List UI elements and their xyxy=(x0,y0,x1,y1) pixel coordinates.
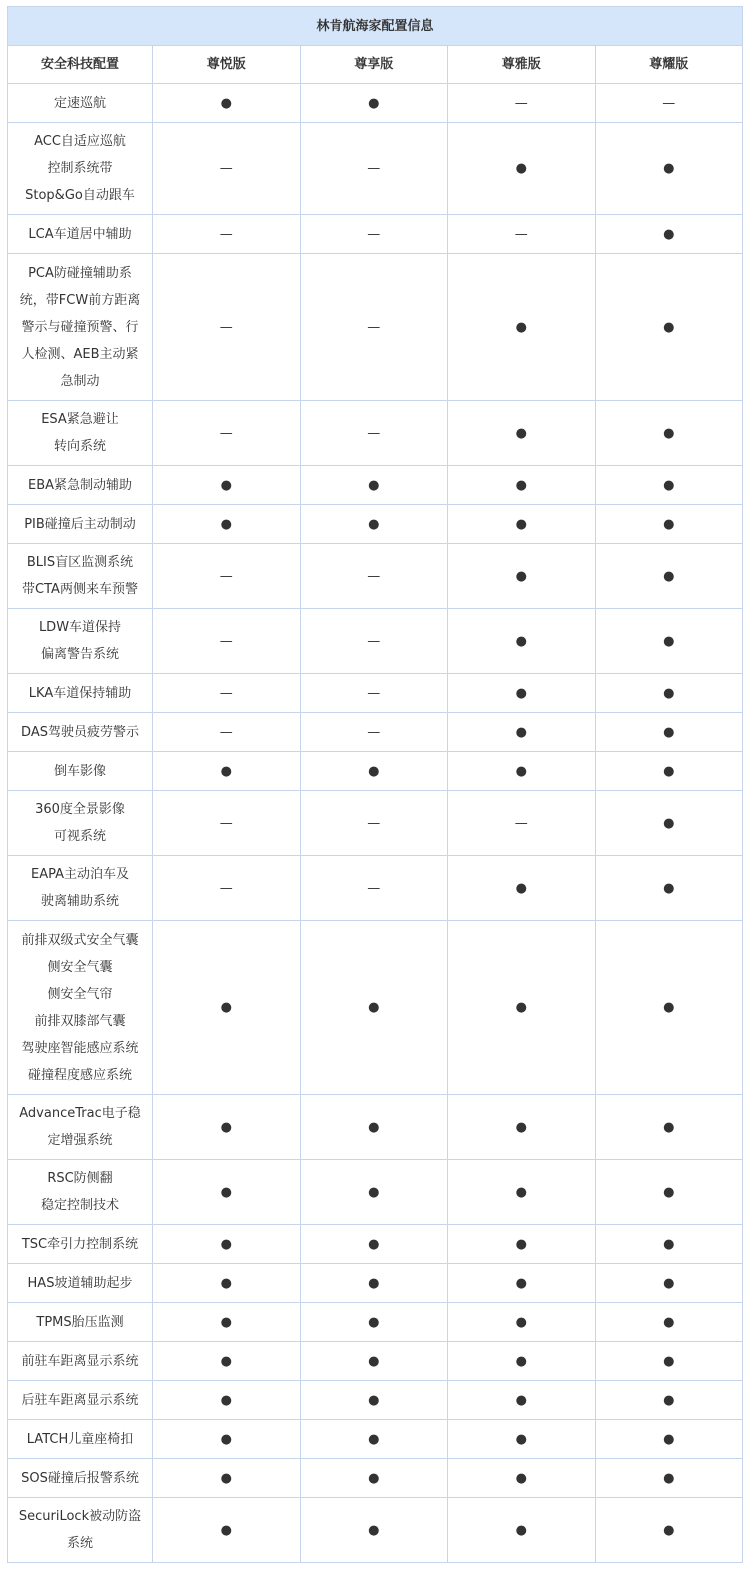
table-row xyxy=(8,123,743,215)
standard-mark: ● xyxy=(448,609,596,674)
standard-mark: ● xyxy=(595,1095,743,1160)
standard-mark: ● xyxy=(595,1498,743,1563)
standard-mark: ● xyxy=(595,674,743,713)
table-row xyxy=(8,84,743,123)
header-trim-1: 尊悦版 xyxy=(153,46,301,84)
standard-mark: ● xyxy=(448,1459,596,1498)
feature-cell: HAS坡道辅助起步 xyxy=(8,1264,153,1303)
table-row xyxy=(8,856,743,921)
standard-mark: ● xyxy=(300,1225,448,1264)
standard-mark: ● xyxy=(300,466,448,505)
not-available-mark: — xyxy=(300,674,448,713)
feature-cell: SecuriLock被动防盗 系统 xyxy=(8,1498,153,1563)
standard-mark: ● xyxy=(595,713,743,752)
standard-mark: ● xyxy=(595,1342,743,1381)
standard-mark: ● xyxy=(448,1225,596,1264)
standard-mark: ● xyxy=(595,1160,743,1225)
standard-mark: ● xyxy=(153,752,301,791)
not-available-mark: — xyxy=(153,609,301,674)
standard-mark: ● xyxy=(595,1264,743,1303)
table-row xyxy=(8,1342,743,1381)
table-row xyxy=(8,752,743,791)
not-available-mark: — xyxy=(153,215,301,254)
standard-mark: ● xyxy=(300,1160,448,1225)
standard-mark: ● xyxy=(153,1095,301,1160)
not-available-mark: — xyxy=(300,254,448,401)
table-row xyxy=(8,1095,743,1160)
standard-mark: ● xyxy=(448,505,596,544)
table-row xyxy=(8,1303,743,1342)
standard-mark: ● xyxy=(595,609,743,674)
table-header-row xyxy=(8,46,743,84)
feature-cell: 定速巡航 xyxy=(8,84,153,123)
not-available-mark: — xyxy=(448,791,596,856)
table-row xyxy=(8,215,743,254)
feature-cell: 360度全景影像 可视系统 xyxy=(8,791,153,856)
feature-cell: 前排双级式安全气囊 侧安全气囊 侧安全气帘 前排双膝部气囊 驾驶座智能感应系统 碰撞程度感应系统 xyxy=(8,921,153,1095)
table-row xyxy=(8,1160,743,1225)
standard-mark: ● xyxy=(595,123,743,215)
header-trim-4: 尊耀版 xyxy=(595,46,743,84)
feature-cell: ESA紧急避让 转向系统 xyxy=(8,401,153,466)
standard-mark: ● xyxy=(448,544,596,609)
not-available-mark: — xyxy=(300,791,448,856)
standard-mark: ● xyxy=(153,1225,301,1264)
not-available-mark: — xyxy=(300,215,448,254)
standard-mark: ● xyxy=(448,1095,596,1160)
table-row xyxy=(8,713,743,752)
not-available-mark: — xyxy=(153,713,301,752)
standard-mark: ● xyxy=(595,215,743,254)
standard-mark: ● xyxy=(595,1225,743,1264)
table-row xyxy=(8,1498,743,1563)
config-table xyxy=(7,6,743,1563)
standard-mark: ● xyxy=(153,1342,301,1381)
not-available-mark: — xyxy=(300,544,448,609)
standard-mark: ● xyxy=(448,254,596,401)
table-row xyxy=(8,254,743,401)
standard-mark: ● xyxy=(448,401,596,466)
feature-cell: SOS碰撞后报警系统 xyxy=(8,1459,153,1498)
feature-cell: LCA车道居中辅助 xyxy=(8,215,153,254)
table-row xyxy=(8,674,743,713)
standard-mark: ● xyxy=(595,254,743,401)
feature-cell: PIB碰撞后主动制动 xyxy=(8,505,153,544)
table-body xyxy=(8,84,743,1563)
standard-mark: ● xyxy=(448,921,596,1095)
standard-mark: ● xyxy=(595,505,743,544)
standard-mark: ● xyxy=(300,84,448,123)
feature-cell: PCA防碰撞辅助系 统，带FCW前方距离 警示与碰撞预警、行 人检测、AEB主动紧 急制动 xyxy=(8,254,153,401)
feature-cell: DAS驾驶员疲劳警示 xyxy=(8,713,153,752)
not-available-mark: — xyxy=(153,791,301,856)
standard-mark: ● xyxy=(153,505,301,544)
feature-cell: TSC牵引力控制系统 xyxy=(8,1225,153,1264)
standard-mark: ● xyxy=(153,84,301,123)
not-available-mark: — xyxy=(300,713,448,752)
header-trim-2: 尊享版 xyxy=(300,46,448,84)
table-row xyxy=(8,1264,743,1303)
feature-cell: LDW车道保持 偏离警告系统 xyxy=(8,609,153,674)
table-row xyxy=(8,609,743,674)
not-available-mark: — xyxy=(153,544,301,609)
table-row xyxy=(8,1459,743,1498)
standard-mark: ● xyxy=(153,1264,301,1303)
standard-mark: ● xyxy=(300,1303,448,1342)
standard-mark: ● xyxy=(595,752,743,791)
standard-mark: ● xyxy=(300,1095,448,1160)
standard-mark: ● xyxy=(300,1459,448,1498)
standard-mark: ● xyxy=(595,401,743,466)
standard-mark: ● xyxy=(595,1459,743,1498)
header-feature: 安全科技配置 xyxy=(8,46,153,84)
standard-mark: ● xyxy=(595,1420,743,1459)
not-available-mark: — xyxy=(153,401,301,466)
standard-mark: ● xyxy=(448,1420,596,1459)
standard-mark: ● xyxy=(153,1160,301,1225)
table-title: 林肯航海家配置信息 xyxy=(8,7,743,46)
not-available-mark: — xyxy=(448,215,596,254)
not-available-mark: — xyxy=(153,856,301,921)
standard-mark: ● xyxy=(448,1303,596,1342)
feature-cell: TPMS胎压监测 xyxy=(8,1303,153,1342)
not-available-mark: — xyxy=(595,84,743,123)
standard-mark: ● xyxy=(595,466,743,505)
standard-mark: ● xyxy=(153,466,301,505)
standard-mark: ● xyxy=(448,1160,596,1225)
config-table-container xyxy=(7,6,743,1563)
table-row xyxy=(8,1420,743,1459)
table-row xyxy=(8,1381,743,1420)
standard-mark: ● xyxy=(300,1420,448,1459)
header-trim-3: 尊雅版 xyxy=(448,46,596,84)
standard-mark: ● xyxy=(300,1264,448,1303)
table-row xyxy=(8,921,743,1095)
standard-mark: ● xyxy=(595,921,743,1095)
not-available-mark: — xyxy=(448,84,596,123)
feature-cell: 倒车影像 xyxy=(8,752,153,791)
not-available-mark: — xyxy=(300,609,448,674)
standard-mark: ● xyxy=(448,1342,596,1381)
feature-cell: 前驻车距离显示系统 xyxy=(8,1342,153,1381)
not-available-mark: — xyxy=(153,123,301,215)
not-available-mark: — xyxy=(300,123,448,215)
standard-mark: ● xyxy=(300,921,448,1095)
not-available-mark: — xyxy=(300,856,448,921)
standard-mark: ● xyxy=(595,1381,743,1420)
feature-cell: AdvanceTrac电子稳 定增强系统 xyxy=(8,1095,153,1160)
standard-mark: ● xyxy=(300,1381,448,1420)
feature-cell: LKA车道保持辅助 xyxy=(8,674,153,713)
standard-mark: ● xyxy=(448,1264,596,1303)
feature-cell: RSC防侧翻 稳定控制技术 xyxy=(8,1160,153,1225)
feature-cell: LATCH儿童座椅扣 xyxy=(8,1420,153,1459)
table-row xyxy=(8,505,743,544)
standard-mark: ● xyxy=(153,1381,301,1420)
standard-mark: ● xyxy=(153,921,301,1095)
standard-mark: ● xyxy=(153,1498,301,1563)
standard-mark: ● xyxy=(300,1498,448,1563)
standard-mark: ● xyxy=(448,1381,596,1420)
standard-mark: ● xyxy=(153,1303,301,1342)
not-available-mark: — xyxy=(300,401,448,466)
table-row xyxy=(8,791,743,856)
standard-mark: ● xyxy=(300,752,448,791)
standard-mark: ● xyxy=(448,466,596,505)
feature-cell: 后驻车距离显示系统 xyxy=(8,1381,153,1420)
standard-mark: ● xyxy=(595,544,743,609)
feature-cell: BLIS盲区监测系统 带CTA两侧来车预警 xyxy=(8,544,153,609)
not-available-mark: — xyxy=(153,674,301,713)
standard-mark: ● xyxy=(595,791,743,856)
standard-mark: ● xyxy=(595,1303,743,1342)
table-row xyxy=(8,1225,743,1264)
table-row xyxy=(8,401,743,466)
standard-mark: ● xyxy=(448,856,596,921)
standard-mark: ● xyxy=(153,1459,301,1498)
not-available-mark: — xyxy=(153,254,301,401)
standard-mark: ● xyxy=(448,123,596,215)
standard-mark: ● xyxy=(300,1342,448,1381)
standard-mark: ● xyxy=(448,752,596,791)
standard-mark: ● xyxy=(300,505,448,544)
table-row xyxy=(8,466,743,505)
standard-mark: ● xyxy=(448,713,596,752)
table-row xyxy=(8,544,743,609)
standard-mark: ● xyxy=(153,1420,301,1459)
standard-mark: ● xyxy=(448,1498,596,1563)
standard-mark: ● xyxy=(448,674,596,713)
feature-cell: EBA紧急制动辅助 xyxy=(8,466,153,505)
feature-cell: EAPA主动泊车及 驶离辅助系统 xyxy=(8,856,153,921)
feature-cell: ACC自适应巡航 控制系统带 Stop&Go自动跟车 xyxy=(8,123,153,215)
standard-mark: ● xyxy=(595,856,743,921)
